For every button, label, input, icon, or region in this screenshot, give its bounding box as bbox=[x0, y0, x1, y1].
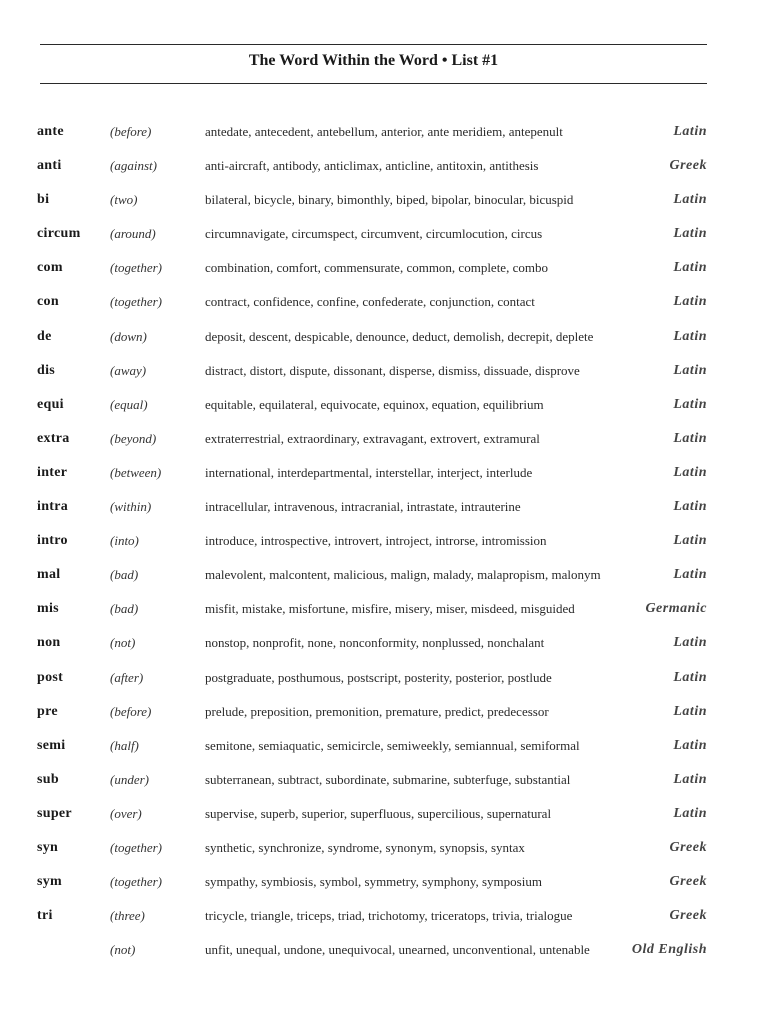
top-rule bbox=[40, 44, 707, 45]
example-words: international, interdepartmental, interstellar, interject, interlude bbox=[205, 464, 533, 480]
word-origin: Latin bbox=[673, 567, 707, 583]
list-item bbox=[0, 772, 768, 806]
list-item bbox=[0, 260, 768, 294]
word-origin: Greek bbox=[669, 158, 707, 174]
word-origin: Latin bbox=[673, 328, 707, 344]
list-item bbox=[0, 124, 768, 158]
root-meaning: (over) bbox=[110, 805, 142, 821]
root-word: mis bbox=[37, 601, 59, 617]
word-list bbox=[0, 124, 768, 976]
root-meaning: (beyond) bbox=[110, 430, 157, 446]
root-word: circum bbox=[37, 226, 81, 242]
word-origin: Germanic bbox=[645, 601, 707, 617]
root-meaning: (together) bbox=[110, 260, 162, 276]
root-word: non bbox=[37, 635, 61, 651]
root-meaning: (two) bbox=[110, 192, 138, 208]
list-item bbox=[0, 601, 768, 635]
root-word: sub bbox=[37, 771, 59, 787]
root-word: super bbox=[37, 805, 72, 821]
word-origin: Latin bbox=[673, 533, 707, 549]
root-meaning: (bad) bbox=[110, 567, 139, 583]
root-word: syn bbox=[37, 839, 59, 855]
word-origin: Latin bbox=[673, 464, 707, 480]
example-words: extraterrestrial, extraordinary, extravagant, extrovert, extramural bbox=[205, 430, 540, 446]
example-words: contract, confidence, confine, confederate, conjunction, contact bbox=[205, 294, 535, 310]
example-words: subterranean, subtract, subordinate, submarine, subterfuge, substantial bbox=[205, 771, 571, 787]
example-words: synthetic, synchronize, syndrome, synonym, synopsis, syntax bbox=[205, 839, 525, 855]
word-origin: Latin bbox=[673, 635, 707, 651]
bottom-rule bbox=[40, 83, 707, 84]
list-item bbox=[0, 942, 768, 976]
root-meaning: (half) bbox=[110, 737, 139, 753]
root-word: post bbox=[37, 669, 64, 685]
root-meaning: (into) bbox=[110, 533, 139, 549]
list-item bbox=[0, 840, 768, 874]
root-meaning: (after) bbox=[110, 669, 144, 685]
word-origin: Latin bbox=[673, 124, 707, 139]
list-item bbox=[0, 226, 768, 260]
list-item bbox=[0, 465, 768, 499]
example-words: prelude, preposition, premonition, premature, predict, predecessor bbox=[205, 703, 549, 719]
list-item bbox=[0, 635, 768, 669]
list-item bbox=[0, 158, 768, 192]
root-meaning: (within) bbox=[110, 499, 152, 515]
example-words: introduce, introspective, introvert, introject, introrse, intromission bbox=[205, 533, 547, 549]
example-words: anti-aircraft, antibody, anticlimax, anticline, antitoxin, antithesis bbox=[205, 158, 539, 174]
list-item bbox=[0, 670, 768, 704]
root-meaning: (before) bbox=[110, 124, 152, 139]
word-origin: Greek bbox=[669, 908, 707, 924]
root-word: extra bbox=[37, 430, 70, 446]
example-words: tricycle, triangle, triceps, triad, trichotomy, triceratops, trivia, trialogue bbox=[205, 908, 573, 924]
list-item bbox=[0, 908, 768, 942]
word-origin: Latin bbox=[673, 805, 707, 821]
list-item bbox=[0, 363, 768, 397]
list-item bbox=[0, 738, 768, 772]
example-words: misfit, mistake, misfortune, misfire, misery, miser, misdeed, misguided bbox=[205, 601, 575, 617]
example-words: deposit, descent, despicable, denounce, deduct, demolish, decrepit, deplete bbox=[205, 328, 594, 344]
example-words: intracellular, intravenous, intracranial, intrastate, intrauterine bbox=[205, 499, 521, 515]
example-words: antedate, antecedent, antebellum, anterior, ante meridiem, antepenult bbox=[205, 124, 563, 139]
root-meaning: (together) bbox=[110, 839, 162, 855]
list-item bbox=[0, 806, 768, 840]
list-item bbox=[0, 704, 768, 738]
root-meaning: (bad) bbox=[110, 601, 139, 617]
root-word: bi bbox=[37, 192, 50, 208]
example-words: nonstop, nonprofit, none, nonconformity, nonplussed, nonchalant bbox=[205, 635, 545, 651]
list-item bbox=[0, 294, 768, 328]
word-origin: Latin bbox=[673, 499, 707, 515]
root-word: ante bbox=[37, 124, 64, 139]
root-word: de bbox=[37, 328, 52, 344]
example-words: equitable, equilateral, equivocate, equinox, equation, equilibrium bbox=[205, 396, 544, 412]
root-word: com bbox=[37, 260, 63, 276]
root-word: mal bbox=[37, 567, 61, 583]
example-words: circumnavigate, circumspect, circumvent, circumlocution, circus bbox=[205, 226, 543, 242]
word-origin: Latin bbox=[673, 669, 707, 685]
example-words: postgraduate, posthumous, postscript, posterity, posterior, postlude bbox=[205, 669, 552, 685]
example-words: distract, distort, dispute, dissonant, disperse, dismiss, dissuade, disprove bbox=[205, 362, 580, 378]
root-word: tri bbox=[37, 908, 53, 924]
word-origin: Latin bbox=[673, 362, 707, 378]
root-meaning: (three) bbox=[110, 908, 145, 924]
root-meaning: (against) bbox=[110, 158, 157, 174]
list-item bbox=[0, 431, 768, 465]
example-words: supervise, superb, superior, superfluous, supercilious, supernatural bbox=[205, 805, 552, 821]
word-origin: Latin bbox=[673, 430, 707, 446]
root-meaning: (down) bbox=[110, 328, 147, 344]
root-meaning: (before) bbox=[110, 703, 152, 719]
word-origin: Old English bbox=[631, 942, 707, 958]
word-origin: Greek bbox=[669, 839, 707, 855]
root-meaning: (not) bbox=[110, 942, 136, 958]
list-item bbox=[0, 192, 768, 226]
word-origin: Latin bbox=[673, 226, 707, 242]
root-word: inter bbox=[37, 464, 68, 480]
root-meaning: (under) bbox=[110, 771, 149, 787]
word-origin: Latin bbox=[673, 396, 707, 412]
list-item bbox=[0, 397, 768, 431]
list-item bbox=[0, 499, 768, 533]
root-meaning: (around) bbox=[110, 226, 156, 242]
list-item bbox=[0, 329, 768, 363]
root-meaning: (away) bbox=[110, 362, 147, 378]
root-word: con bbox=[37, 294, 59, 310]
word-origin: Latin bbox=[673, 192, 707, 208]
root-word: intra bbox=[37, 499, 69, 515]
list-item bbox=[0, 567, 768, 601]
word-origin: Latin bbox=[673, 294, 707, 310]
word-origin: Latin bbox=[673, 703, 707, 719]
root-word: anti bbox=[37, 158, 62, 174]
root-word: pre bbox=[37, 703, 58, 719]
list-item bbox=[0, 874, 768, 908]
word-origin: Greek bbox=[669, 874, 707, 890]
root-meaning: (together) bbox=[110, 874, 162, 890]
word-origin: Latin bbox=[673, 737, 707, 753]
word-origin: Latin bbox=[673, 260, 707, 276]
root-word: equi bbox=[37, 396, 64, 412]
page-title: The Word Within the Word • List #1 bbox=[248, 52, 499, 69]
example-words: unfit, unequal, undone, unequivocal, unearned, unconventional, untenable bbox=[205, 942, 590, 958]
example-words: semitone, semiaquatic, semicircle, semiweekly, semiannual, semiformal bbox=[205, 737, 580, 753]
list-item bbox=[0, 533, 768, 567]
root-meaning: (not) bbox=[110, 635, 136, 651]
root-meaning: (between) bbox=[110, 464, 162, 480]
root-meaning: (together) bbox=[110, 294, 162, 310]
example-words: bilateral, bicycle, binary, bimonthly, biped, bipolar, binocular, bicuspid bbox=[205, 192, 574, 208]
root-meaning: (equal) bbox=[110, 396, 148, 412]
example-words: combination, comfort, commensurate, common, complete, combo bbox=[205, 260, 548, 276]
root-word: semi bbox=[37, 737, 66, 753]
word-origin: Latin bbox=[673, 771, 707, 787]
example-words: malevolent, malcontent, malicious, malign, malady, malapropism, malonym bbox=[205, 567, 601, 583]
example-words: sympathy, symbiosis, symbol, symmetry, symphony, symposium bbox=[205, 874, 542, 890]
root-word: dis bbox=[37, 362, 56, 378]
root-word: sym bbox=[37, 874, 63, 890]
root-word: intro bbox=[37, 533, 68, 549]
